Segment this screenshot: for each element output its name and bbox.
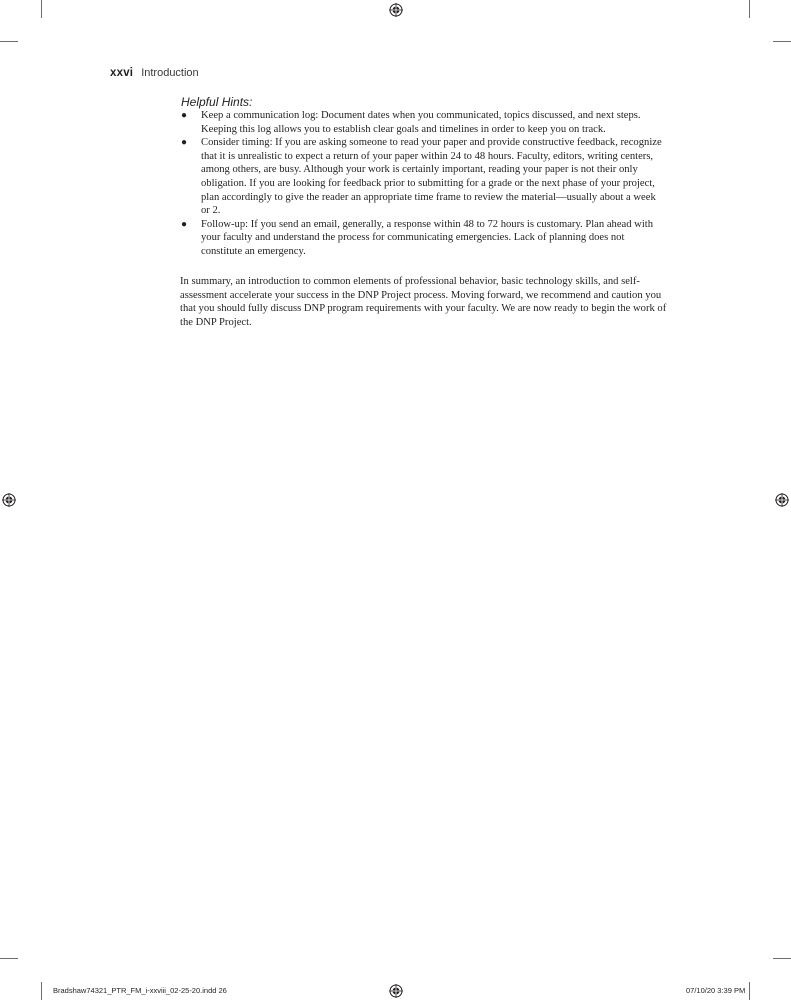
crop-mark-top-right (749, 0, 750, 18)
page-folio: xxvi (110, 67, 134, 79)
crop-mark-top-left (41, 0, 42, 18)
bullet-icon: ● (181, 218, 188, 230)
helpful-hints-list (181, 109, 666, 259)
bullet-icon: ● (181, 110, 188, 121)
hint-item-follow-up (181, 218, 666, 259)
running-head-section: Introduction (141, 67, 199, 79)
hint-text: Follow-up: If you send an email, generally, a response within 48 to 72 hours is customary. Plan ahead with your faculty and understand the process for communicating emergencies. Lack of planning does not constitute an emergency. (201, 218, 654, 257)
registration-mark-bottom (389, 984, 403, 998)
registration-mark-top (389, 3, 403, 17)
hint-text: Keep a communication log: Document dates when you communicated, topics discussed, and next steps. Keeping this log allows you to establish clear goals and timelines in order to keep you on track. (201, 110, 641, 135)
registration-mark-left (2, 493, 16, 507)
crop-mark-left-bottom (0, 958, 18, 959)
registration-mark-right (775, 493, 789, 507)
hint-item-communication-log (181, 109, 666, 136)
registration-target-icon (389, 3, 403, 17)
crop-mark-right-bottom (773, 958, 791, 959)
crop-mark-bottom-left (41, 982, 42, 1000)
helpful-hints-heading: Helpful Hints: (181, 95, 253, 109)
registration-target-icon (2, 493, 16, 507)
crop-mark-right-top (773, 41, 791, 42)
summary-paragraph: In summary, an introduction to common elements of professional behavior, basic technology skills, and self-assessment accelerate your success in the DNP Project process. Moving forward, we recommend and caution you that you should fully discuss DNP program requirements with your faculty. We are now ready to begin the work of the DNP Project. (180, 276, 667, 328)
running-head (110, 67, 199, 79)
slug-timestamp: 07/10/20 3:39 PM (686, 986, 746, 995)
crop-mark-left-top (0, 41, 18, 42)
hint-item-timing (181, 136, 666, 218)
bullet-icon: ● (181, 137, 188, 149)
registration-target-icon (775, 493, 789, 507)
crop-mark-bottom-right (749, 982, 750, 1000)
hint-text: Consider timing: If you are asking someone to read your paper and provide constructive feedback, recognize that it is unrealistic to expect a return of your paper within 24 to 48 hours. Faculty, editors, writing centers, among others, are busy. Although your work is certainly important, reading your paper is not their only obligation. If you are looking for feedback prior to submitting for a grade or the next phase of your project, plan accordingly to give the reader an appropriate time frame to review the material—usually about a week or 2. (201, 137, 662, 217)
registration-target-icon (389, 984, 403, 998)
slug-file-name: Bradshaw74321_PTR_FM_i-xxviii_02-25-20.indd 26 (53, 986, 227, 995)
